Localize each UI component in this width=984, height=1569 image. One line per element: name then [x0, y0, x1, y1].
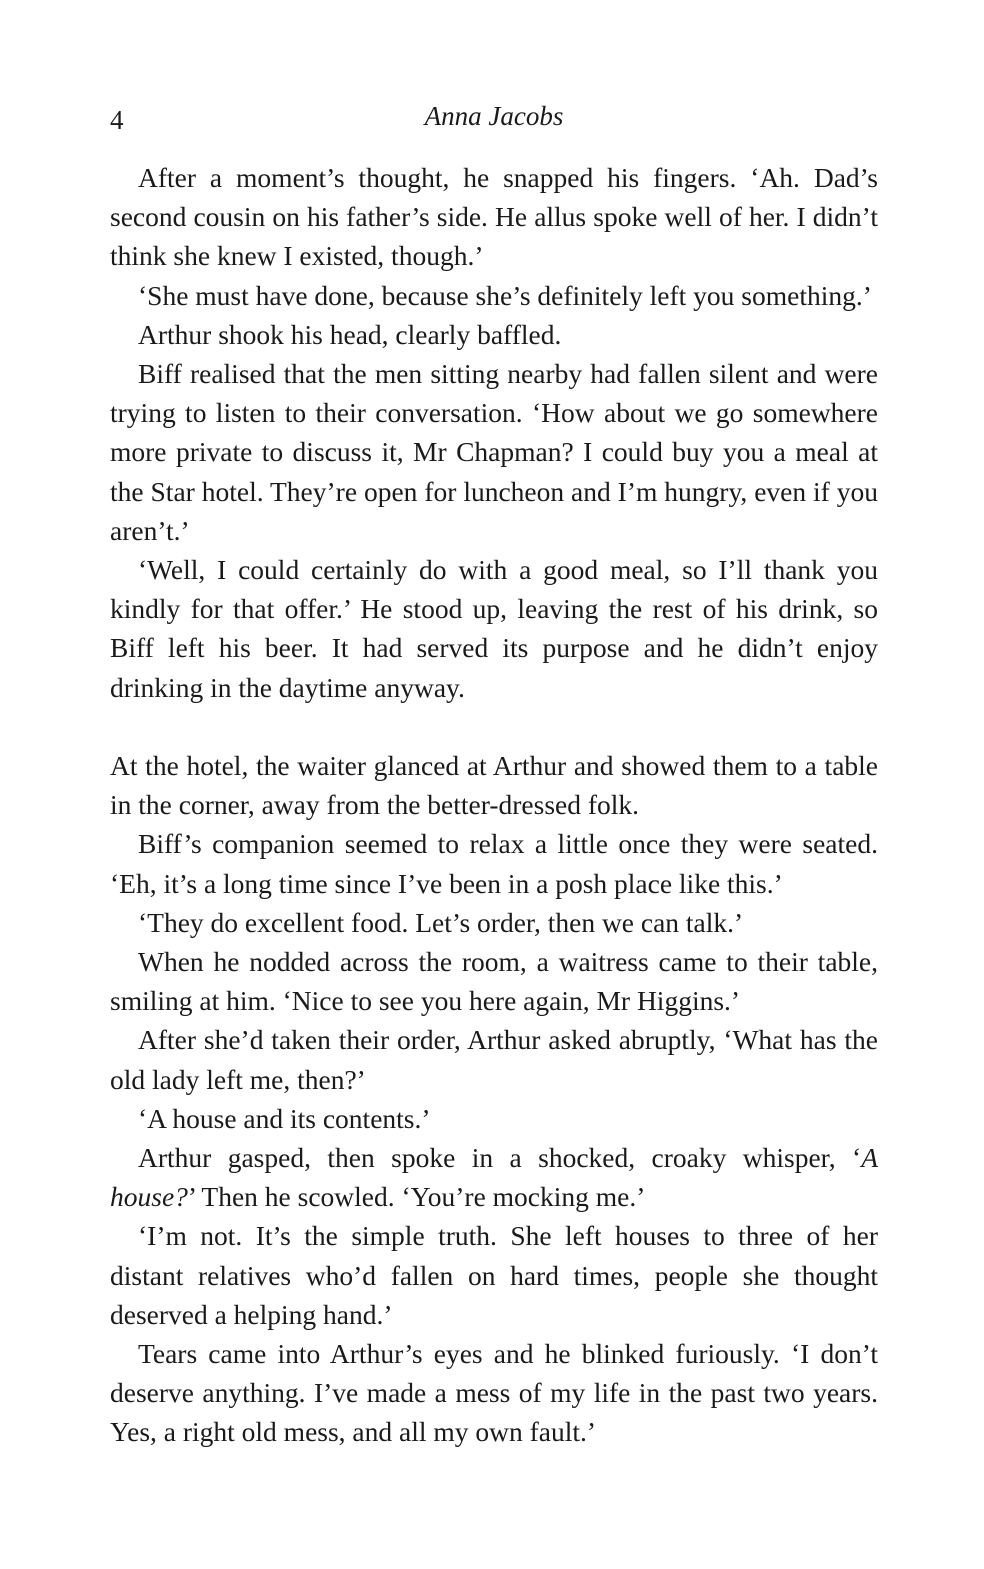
running-head: [110, 100, 878, 140]
scene-break: [110, 707, 878, 746]
emphasized-text: A house?: [110, 1142, 878, 1213]
paragraph: ‘Well, I could certainly do with a good meal, so I’ll thank you kindly for that offer.’ He stood up, leaving the rest of his drink, so Biff left his beer. It had served its purpose and he didn’t enjoy drinking in the daytime anyway.: [110, 554, 878, 703]
paragraph: ‘I’m not. It’s the simple truth. She left houses to three of her distant relatives who’d fallen on hard times, people she thought deserved a helping hand.’: [110, 1220, 878, 1330]
paragraph: ‘They do excellent food. Let’s order, then we can talk.’: [138, 906, 744, 938]
paragraph: Biff realised that the men sitting nearby had fallen silent and were trying to listen to their conversation. ‘How about we go somewhere more private to discuss it, Mr Chapman? I could buy you a meal at the Star hotel. They’re open for luncheon and I’m hungry, even if you aren’t.’: [110, 358, 878, 546]
paragraph: Arthur shook his head, clearly baffled.: [138, 318, 562, 350]
body-text: [110, 158, 878, 1452]
paragraph-text: Arthur gasped, then spoke in a shocked, croaky whisper, ‘: [138, 1142, 862, 1174]
paragraph: [110, 1138, 878, 1216]
paragraph: When he nodded across the room, a waitress came to their table, smiling at him. ‘Nice to see you here again, Mr Higgins.’: [110, 946, 878, 1017]
running-title: Anna Jacobs: [424, 101, 564, 131]
paragraph: After a moment’s thought, he snapped his fingers. ‘Ah. Dad’s second cousin on his father’s side. He allus spoke well of her. I didn’t think she knew I existed, though.’: [110, 162, 878, 272]
paragraph: Biff’s companion seemed to relax a little once they were seated. ‘Eh, it’s a long time since I’ve been in a posh place like this.’: [110, 828, 878, 899]
paragraph: At the hotel, the waiter glanced at Arthur and showed them to a table in the corner, away from the better-dressed folk.: [110, 750, 878, 821]
paragraph: After she’d taken their order, Arthur asked abruptly, ‘What has the old lady left me, then?’: [110, 1024, 878, 1095]
page-number: 4: [110, 105, 124, 135]
paragraph: ‘She must have done, because she’s definitely left you something.’: [138, 279, 872, 311]
paragraph: Tears came into Arthur’s eyes and he blinked furiously. ‘I don’t deserve anything. I’ve made a mess of my life in the past two years. Yes, a right old mess, and all my own fault.’: [110, 1338, 878, 1448]
paragraph-text: ’ Then he scowled. ‘You’re mocking me.’: [187, 1181, 646, 1213]
paragraph: ‘A house and its contents.’: [138, 1102, 431, 1134]
